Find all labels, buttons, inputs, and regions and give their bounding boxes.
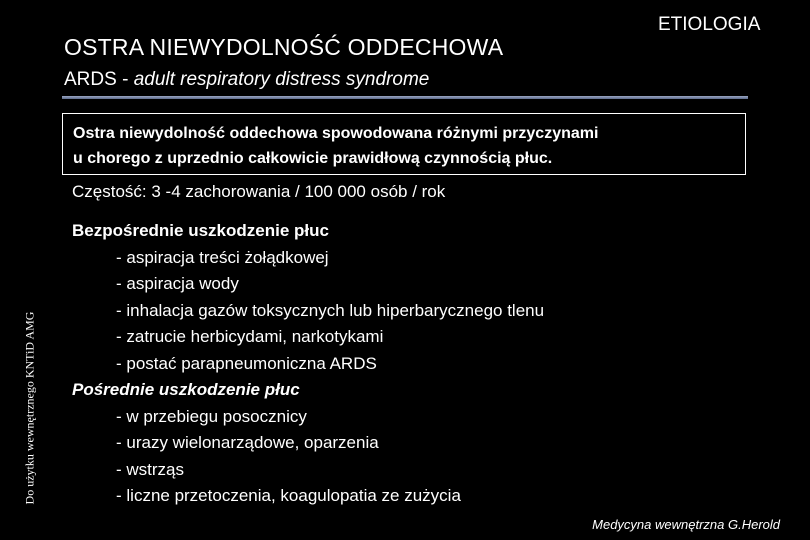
indirect-cause-item: - urazy wielonarządowe, oparzenia <box>116 433 379 452</box>
indirect-injury-heading: Pośrednie uszkodzenie płuc <box>72 380 300 399</box>
slide-title: OSTRA NIEWYDOLNOŚĆ ODDECHOWA <box>64 34 504 60</box>
indirect-cause-item: - w przebiegu posocznicy <box>116 406 307 426</box>
direct-cause-item: - postać parapneumoniczna ARDS <box>116 353 377 373</box>
direct-injury-heading: Bezpośrednie uszkodzenie płuc <box>72 221 329 240</box>
subtitle-prefix: ARDS - <box>64 69 134 90</box>
subtitle-italic: adult respiratory distress syndrome <box>133 69 430 90</box>
direct-cause-item: - aspiracja treści żołądkowej <box>116 247 329 267</box>
causes-list <box>72 218 544 510</box>
indirect-cause-item: - liczne przetoczenia, koagulopatia ze zużycia <box>116 486 461 505</box>
vertical-note: Do użytku wewnętrznego KNTiD AMG <box>22 311 37 505</box>
frequency-text: Częstość: 3 -4 zachorowania / 100 000 osób / rok <box>72 182 446 201</box>
definition-line-1: Ostra niewydolność oddechowa spowodowana różnymi przyczynami <box>73 125 599 142</box>
source-credit: Medycyna wewnętrzna G.Herold <box>592 517 780 532</box>
slide-subtitle <box>64 69 429 91</box>
direct-cause-item: - zatrucie herbicydami, narkotykami <box>116 327 384 346</box>
definition-box <box>62 113 746 175</box>
section-label: ETIOLOGIA <box>658 14 761 35</box>
title-divider <box>62 96 748 99</box>
direct-cause-item: - inhalacja gazów toksycznych lub hiperbarycznego tlenu <box>116 300 545 320</box>
indirect-cause-item: - wstrząs <box>116 459 184 479</box>
definition-line-2: u chorego z uprzednio całkowicie prawidłową czynnością płuc. <box>73 150 553 167</box>
direct-cause-item: - aspiracja wody <box>116 274 239 293</box>
